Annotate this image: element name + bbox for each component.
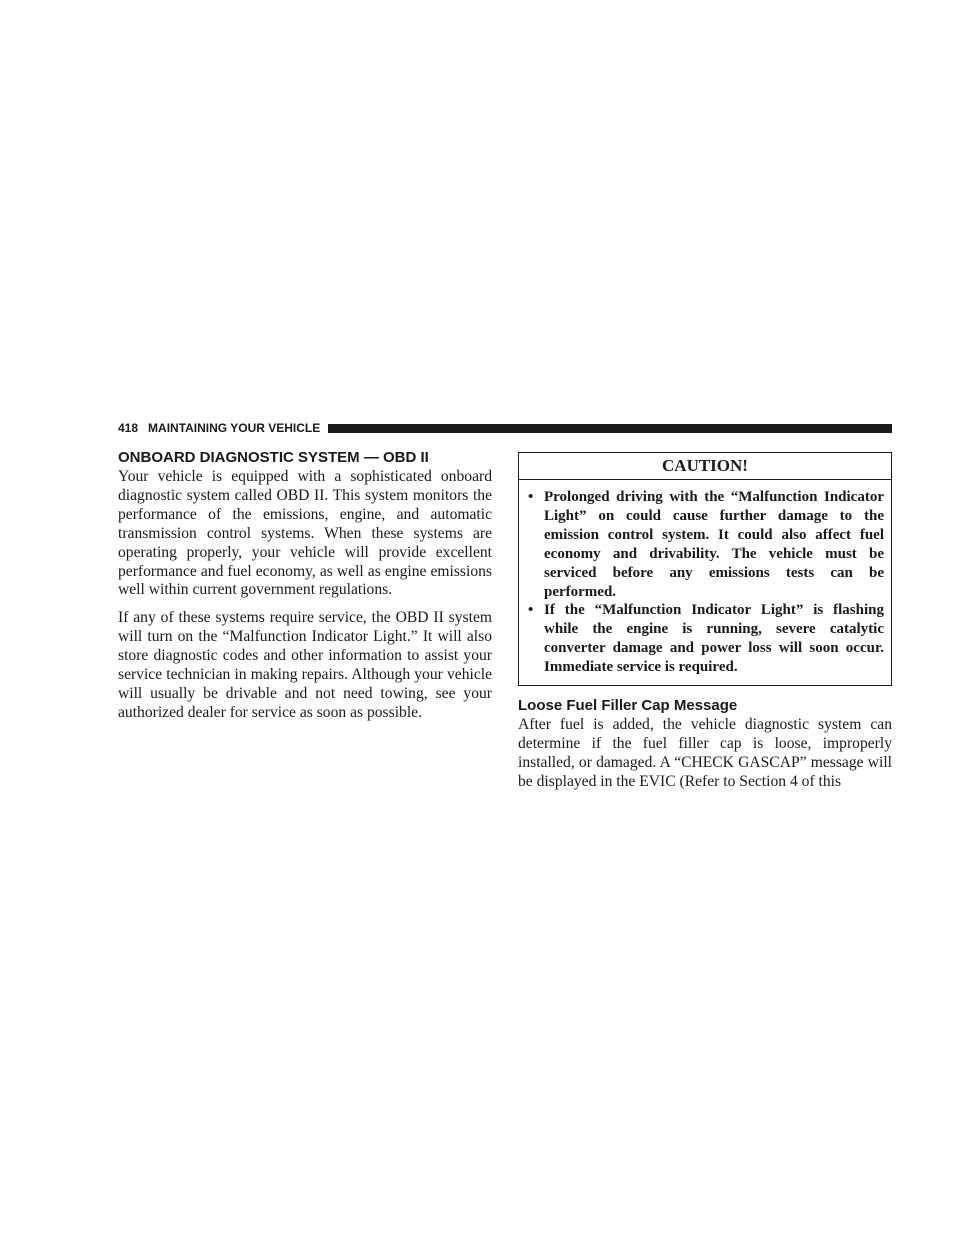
paragraph-gascap: After fuel is added, the vehicle diagnostic system can determine if the fuel filler cap is loose, improperly installed, or damaged. A “CHECK GASCAP” message will be displayed in the EVIC (Refer to Section 4 of this (518, 716, 892, 790)
header-rule (328, 424, 892, 433)
section-heading: ONBOARD DIAGNOSTIC SYSTEM — OBD II (118, 449, 429, 466)
paragraph-service: If any of these systems require service, the OBD II system will turn on the “Malfunction Indicator Light.” It will also store diagnostic codes and other information to assist your service technician in making repairs. Although your vehicle will usually be drivable and not need towing, see your authorized dealer for service as soon as possible. (118, 609, 492, 721)
caution-list (519, 480, 891, 685)
paragraph-intro: Your vehicle is equipped with a sophisticated onboard diagnostic system called OBD II. This system monitors the performance of the emissions, engine, and automatic transmission control systems. When these systems are operating properly, your vehicle will provide excellent performance and fuel economy, as well as engine emissions well within current government regulations. (118, 468, 492, 599)
caution-item (527, 488, 884, 601)
caution-item-text: If the “Malfunction Indicator Light” is flashing while the engine is running, severe catalytic converter damage and power loss will soon occur. Immediate service is required. (544, 602, 884, 676)
caution-item-text: Prolonged driving with the “Malfunction Indicator Light” on could cause further damage to the emission control system. It could also affect fuel economy and drivability. The vehicle must be serviced before any emissions tests can be performed. (544, 489, 884, 600)
bullet-icon: • (528, 489, 534, 505)
bullet-icon: • (528, 602, 534, 619)
page-number: 418 (118, 421, 139, 435)
caution-title: CAUTION! (519, 453, 891, 480)
subsection-heading: Loose Fuel Filler Cap Message (518, 697, 738, 715)
left-column (118, 448, 492, 732)
caution-item (527, 601, 884, 677)
caution-box (518, 452, 892, 686)
section-title: MAINTAINING YOUR VEHICLE (148, 421, 321, 435)
right-column (518, 452, 892, 801)
page-header (118, 420, 892, 436)
